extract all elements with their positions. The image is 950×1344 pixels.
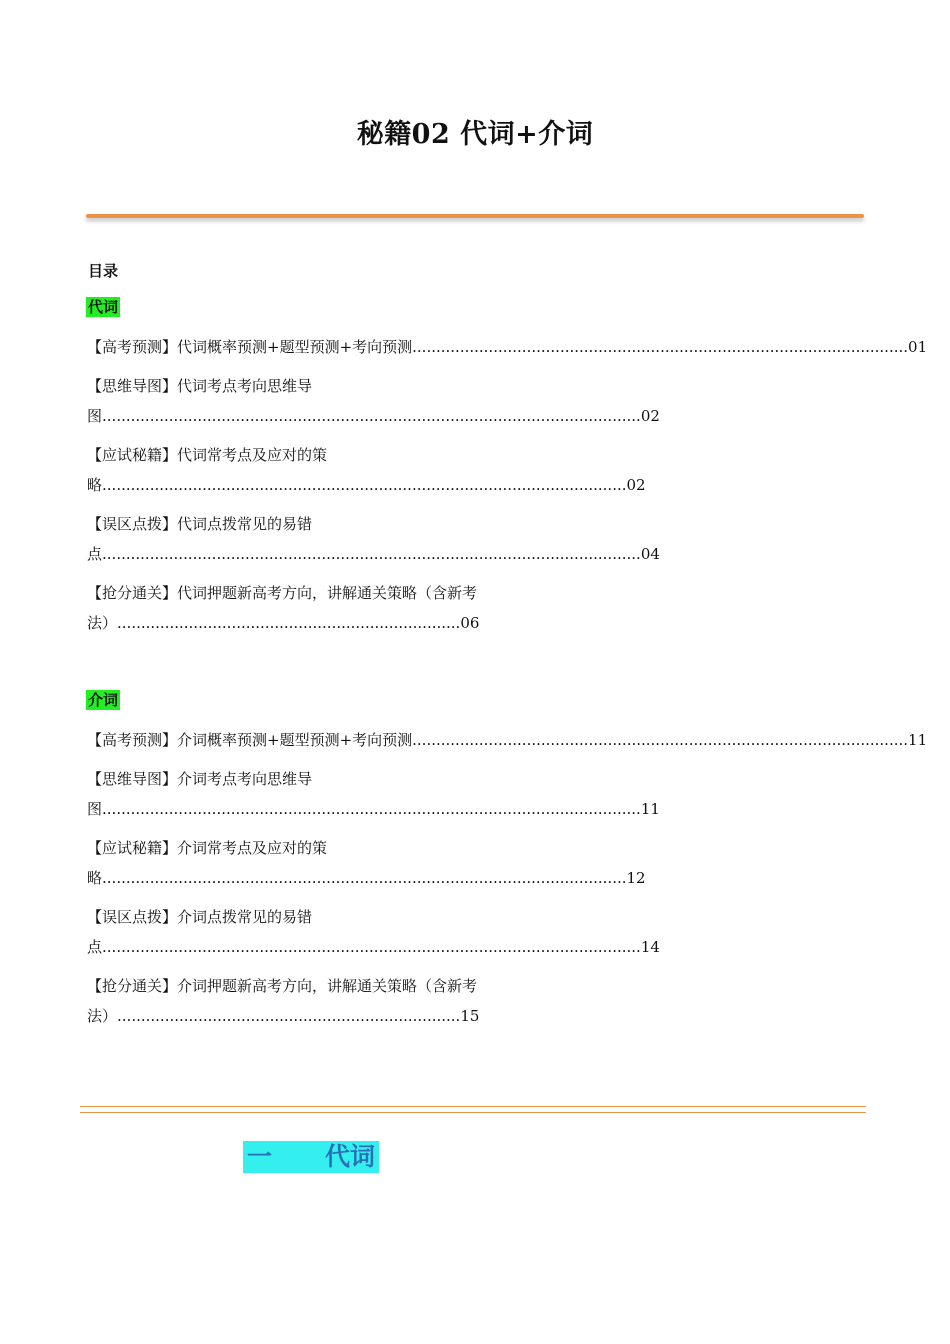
toc-entry[interactable] <box>87 730 927 750</box>
toc-entry[interactable] <box>87 976 479 1026</box>
toc-leader-dots: ........................................................................ <box>117 614 461 632</box>
toc-section-label-preposition: 介词 <box>88 691 119 709</box>
toc-entry-page: 02 <box>626 476 646 494</box>
toc-heading: 目录 <box>88 262 119 280</box>
toc-leader-dots: ........................................................................................................ <box>412 731 909 749</box>
toc-entry-text: 【误区点拨】代词点拨常见的易错 <box>87 515 313 533</box>
toc-entry-text: 【思维导图】代词考点考向思维导 <box>87 377 313 395</box>
toc-leader-dots: ................................................................................................................. <box>102 938 641 956</box>
toc-entry[interactable] <box>87 907 660 957</box>
chapter-number: 一 <box>247 1142 273 1171</box>
toc-entry[interactable] <box>87 838 646 888</box>
toc-entry-text-cont: 图 <box>87 407 103 425</box>
toc-entry-text: 【抢分通关】介词押题新高考方向，讲解通关策略（含新考 <box>87 977 478 995</box>
toc-entry-text: 【应试秘籍】代词常考点及应对的策 <box>87 446 328 464</box>
toc-entry[interactable] <box>87 445 646 495</box>
toc-leader-dots: ........................................................................................................ <box>412 338 909 356</box>
toc-leader-dots: ................................................................................................................. <box>102 407 641 425</box>
toc-entry-text-cont: 点 <box>87 545 103 563</box>
toc-entry-text-cont: 法） <box>87 1007 118 1025</box>
toc-entry-page: 06 <box>460 614 480 632</box>
toc-entry[interactable] <box>87 376 660 426</box>
toc-entry-text-cont: 图 <box>87 800 103 818</box>
toc-entry-text: 【高考预测】介词概率预测+题型预测+考向预测 <box>87 731 413 749</box>
toc-entry-text: 【误区点拨】介词点拨常见的易错 <box>87 908 313 926</box>
toc-leader-dots: .............................................................................................................. <box>102 476 627 494</box>
toc-entry-page: 11 <box>908 731 928 749</box>
toc-entry-page: 02 <box>640 407 660 425</box>
toc-entry-page: 14 <box>640 938 660 956</box>
toc-entry-text-cont: 法） <box>87 614 118 632</box>
toc-entry-page: 01 <box>908 338 928 356</box>
toc-entry[interactable] <box>87 769 660 819</box>
toc-entry[interactable] <box>87 337 927 357</box>
toc-entry[interactable] <box>87 583 479 633</box>
toc-entry-page: 12 <box>626 869 646 887</box>
toc-entry-text: 【思维导图】介词考点考向思维导 <box>87 770 313 788</box>
toc-entry-page: 15 <box>460 1007 480 1025</box>
toc-entry-text: 【抢分通关】代词押题新高考方向，讲解通关策略（含新考 <box>87 584 478 602</box>
toc-entry[interactable] <box>87 514 660 564</box>
toc-leader-dots: .............................................................................................................. <box>102 869 627 887</box>
section-divider-lower <box>80 1112 866 1113</box>
page-title: 秘籍02 代词+介词 <box>356 119 594 150</box>
toc-section-label-pronoun: 代词 <box>88 298 119 316</box>
title-divider <box>86 214 864 218</box>
toc-entry-text-cont: 略 <box>87 869 103 887</box>
section-divider-upper <box>80 1106 866 1107</box>
toc-entry-page: 11 <box>640 800 660 818</box>
toc-entry-text-cont: 略 <box>87 476 103 494</box>
toc-entry-page: 04 <box>640 545 660 563</box>
toc-entry-text: 【高考预测】代词概率预测+题型预测+考向预测 <box>87 338 413 356</box>
toc-leader-dots: ........................................................................ <box>117 1007 461 1025</box>
toc-entry-text: 【应试秘籍】介词常考点及应对的策 <box>87 839 328 857</box>
chapter-name: 代词 <box>325 1142 376 1171</box>
toc-entry-text-cont: 点 <box>87 938 103 956</box>
toc-leader-dots: ................................................................................................................. <box>102 800 641 818</box>
chapter-heading <box>243 1141 379 1173</box>
toc-leader-dots: ................................................................................................................. <box>102 545 641 563</box>
